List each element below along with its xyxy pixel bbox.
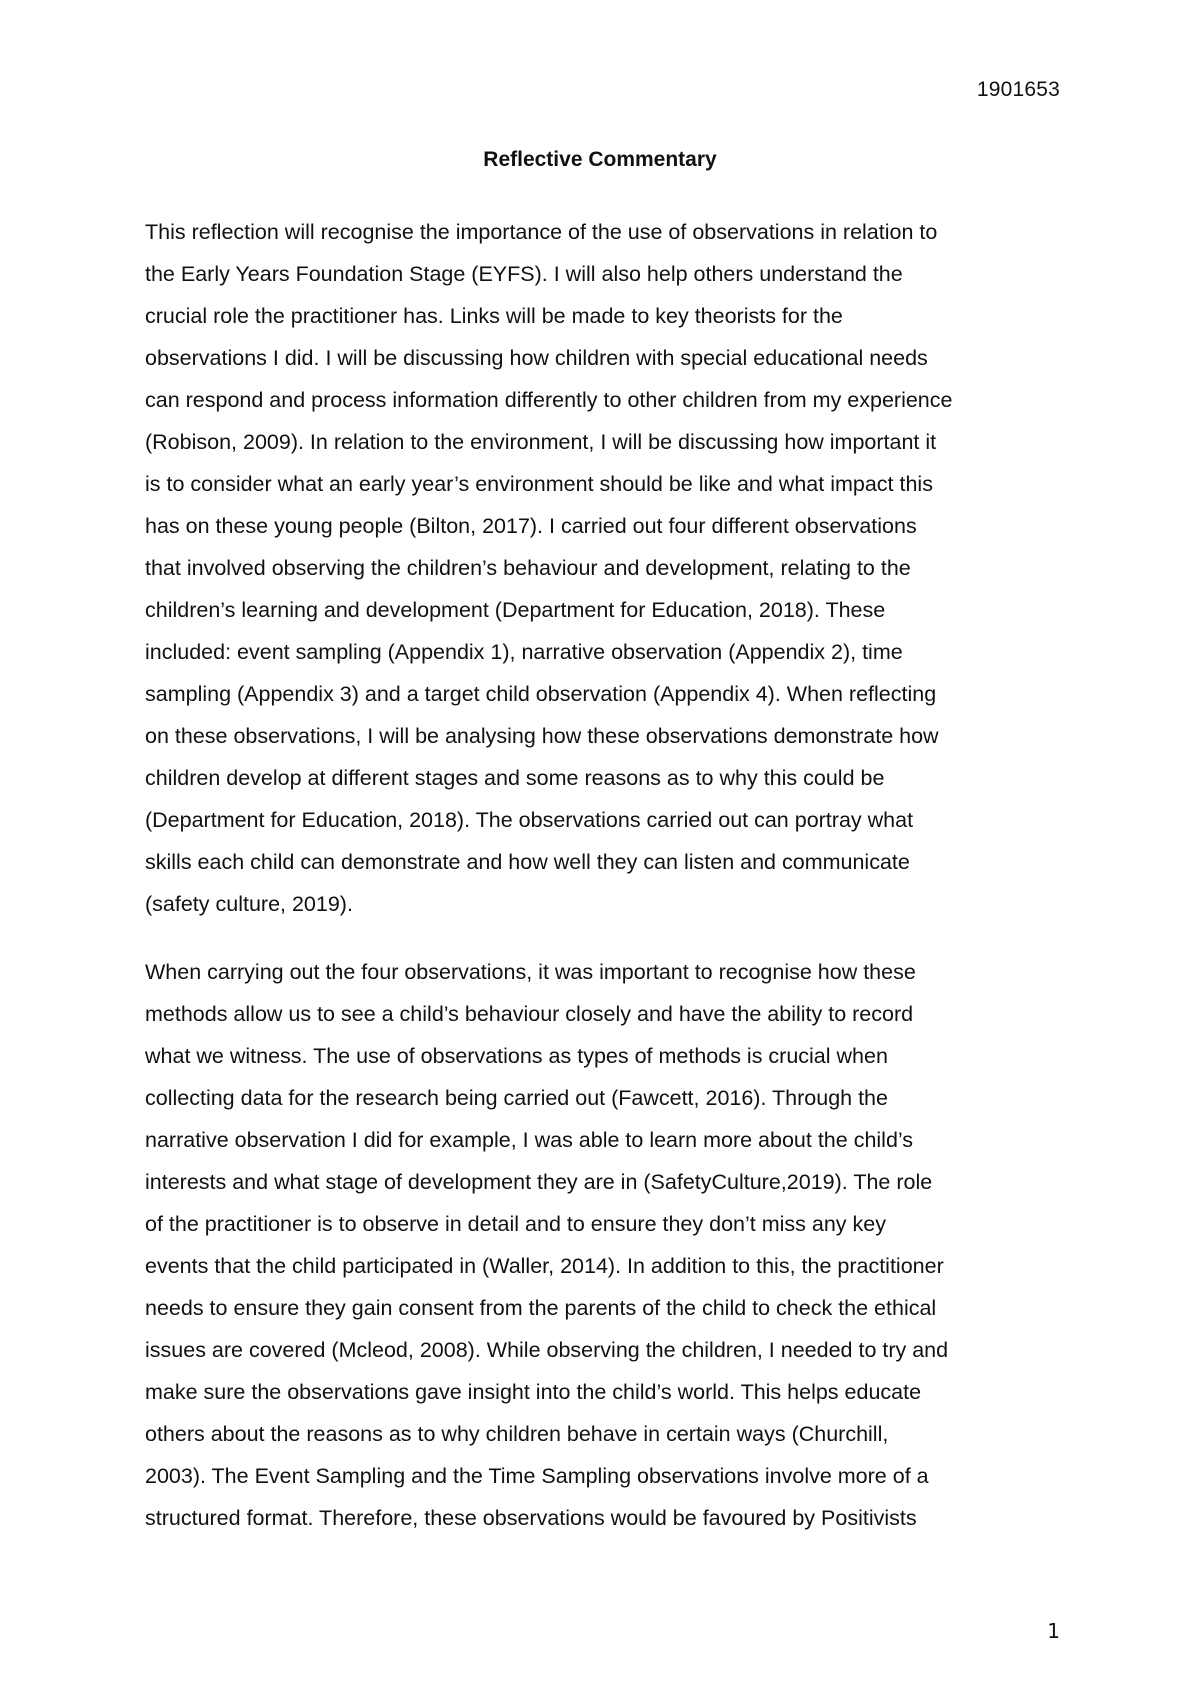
paragraph-2 [145, 951, 1065, 1539]
text-line: events that the child participated in (Waller, 2014). In addition to this, the practitioner [145, 1254, 944, 1278]
text-line: skills each child can demonstrate and how well they can listen and communicate [145, 850, 910, 874]
text-line: observations I did. I will be discussing how children with special educational needs [145, 346, 928, 370]
text-line: others about the reasons as to why children behave in certain ways (Churchill, [145, 1422, 889, 1446]
text-line: that involved observing the children’s behaviour and development, relating to the [145, 556, 911, 580]
text-line: is to consider what an early year’s environment should be like and what impact this [145, 472, 933, 496]
text-line: crucial role the practitioner has. Links will be made to key theorists for the [145, 304, 843, 328]
text-line: on these observations, I will be analysing how these observations demonstrate how [145, 724, 939, 748]
student-id: 1901653 [976, 78, 1060, 101]
text-line: narrative observation I did for example, I was able to learn more about the child’s [145, 1128, 914, 1152]
text-line: can respond and process information differently to other children from my experience [145, 388, 953, 412]
text-line: make sure the observations gave insight into the child’s world. This helps educate [145, 1380, 922, 1404]
text-line: included: event sampling (Appendix 1), narrative observation (Appendix 2), time [145, 640, 903, 664]
text-line: of the practitioner is to observe in detail and to ensure they don’t miss any key [145, 1212, 886, 1236]
text-line: interests and what stage of development they are in (SafetyCulture,2019). The role [145, 1170, 933, 1194]
text-line: (Robison, 2009). In relation to the environment, I will be discussing how important it [145, 430, 937, 454]
text-line: sampling (Appendix 3) and a target child observation (Appendix 4). When reflecting [145, 682, 937, 706]
text-line: (Department for Education, 2018). The observations carried out can portray what [145, 808, 914, 832]
text-line: issues are covered (Mcleod, 2008). While observing the children, I needed to try and [145, 1338, 949, 1362]
text-line: collecting data for the research being carried out (Fawcett, 2016). Through the [145, 1086, 888, 1110]
paragraph-1 [145, 211, 1065, 925]
text-line: children’s learning and development (Department for Education, 2018). These [145, 598, 886, 622]
page-number: 1 [1047, 1619, 1060, 1643]
text-line: When carrying out the four observations, it was important to recognise how these [145, 960, 916, 984]
text-line: This reflection will recognise the importance of the use of observations in relation to [145, 220, 938, 244]
document-title: Reflective Commentary [483, 148, 717, 171]
text-line: (safety culture, 2019). [145, 892, 353, 916]
text-line: structured format. Therefore, these observations would be favoured by Positivists [145, 1506, 917, 1530]
text-line: needs to ensure they gain consent from the parents of the child to check the ethical [145, 1296, 937, 1320]
text-line: what we witness. The use of observations as types of methods is crucial when [145, 1044, 888, 1068]
text-line: methods allow us to see a child’s behaviour closely and have the ability to record [145, 1002, 914, 1026]
text-line: the Early Years Foundation Stage (EYFS). I will also help others understand the [145, 262, 903, 286]
text-line: 2003). The Event Sampling and the Time Sampling observations involve more of a [145, 1464, 929, 1488]
text-line: has on these young people (Bilton, 2017). I carried out four different observations [145, 514, 917, 538]
text-line: children develop at different stages and some reasons as to why this could be [145, 766, 885, 790]
